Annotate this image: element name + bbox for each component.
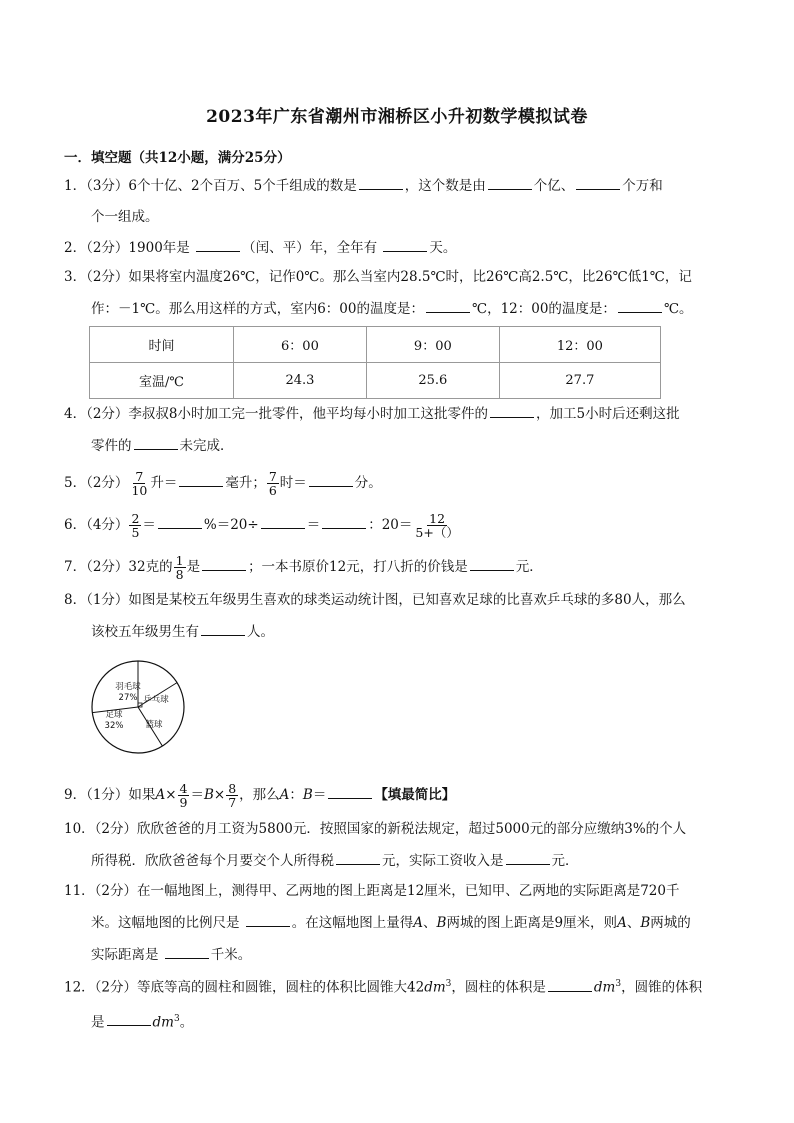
pie-label: 羽毛球 bbox=[115, 682, 141, 692]
answer-blank[interactable] bbox=[309, 473, 353, 487]
temperature-table bbox=[89, 326, 661, 399]
answer-blank[interactable] bbox=[328, 785, 372, 799]
answer-blank[interactable] bbox=[470, 557, 514, 571]
question-6: 6．（4分） $\frac{2}{5}$ ＝ %＝20÷ ＝ ：20＝ $\frac{12}{5+()}$ bbox=[64, 511, 459, 540]
table-row bbox=[90, 363, 661, 399]
fraction: $\frac{7}{6}$ bbox=[268, 469, 277, 498]
fraction: $\frac{12}{5+()}$ bbox=[415, 511, 459, 540]
table-cell: 27.7 bbox=[499, 363, 660, 399]
pie-value-label: 27% bbox=[118, 693, 138, 703]
answer-blank[interactable] bbox=[322, 515, 366, 529]
answer-blank[interactable] bbox=[134, 436, 178, 450]
answer-blank[interactable] bbox=[548, 978, 592, 992]
pie-label: 篮球 bbox=[145, 720, 163, 730]
answer-blank[interactable] bbox=[336, 851, 380, 865]
question-10: 10．（2分）欣欣爸爸的月工资为5800元．按照国家的新税法规定，超过5000元的部分应缴纳3%的个人 所得税．欣欣爸爸每个月要交个人所得税 元，实际工资收入是 元． bbox=[64, 821, 687, 869]
table-cell: 12：00 bbox=[499, 327, 660, 363]
page-title: 2023年广东省潮州市湘桥区小升初数学模拟试卷 bbox=[206, 107, 588, 127]
question-9: 9．（1分）如果A× $\frac{4}{9}$ ＝B× $\frac{8}{7}$ ，那么A：B＝ 【填最简比】 bbox=[64, 781, 456, 810]
answer-blank[interactable] bbox=[490, 404, 534, 418]
answer-blank[interactable] bbox=[383, 238, 427, 252]
table-cell: 9：00 bbox=[366, 327, 499, 363]
question-5: 5．（2分） $\frac{7}{10}$ 升＝ 毫升； $\frac{7}{6}$ 时＝ 分。 bbox=[64, 469, 382, 498]
question-12: 12．（2分）等底等高的圆柱和圆锥，圆柱的体积比圆锥大$42dm^3$，圆柱的体积是 $dm^3$，圆锥的体积 是 $dm^3$。 bbox=[64, 979, 703, 1030]
answer-blank[interactable] bbox=[488, 176, 532, 190]
answer-blank[interactable] bbox=[202, 557, 246, 571]
table-cell: 室温/℃ bbox=[90, 363, 234, 399]
question-11: 11．（2分）在一幅地图上，测得甲、乙两地的图上距离是12厘米，已知甲、乙两地的实际距离是720千 米。这幅地图的比例尺是 。在这幅地图上量得A、B两城的图上距离是9厘米，则A、B两城的 实际距离是 千米。 bbox=[64, 883, 691, 963]
question-1: 1．（3分）6个十亿、2个百万、5个千组成的数是 ，这个数是由 个亿、 个万和 个一组成。 bbox=[64, 178, 663, 225]
answer-blank[interactable] bbox=[359, 176, 403, 190]
answer-blank[interactable] bbox=[261, 515, 305, 529]
question-3: 3．（2分）如果将室内温度26℃，记作0℃。那么当室内28.5℃时，比26℃高2.5℃，比26℃低1℃，记 作：－1℃。那么用这样的方式，室内6：00的温度是： ℃，12：00的温度是： ℃。 bbox=[64, 269, 693, 317]
table-cell: 25.6 bbox=[366, 363, 499, 399]
answer-blank[interactable] bbox=[246, 913, 290, 927]
answer-blank[interactable] bbox=[426, 299, 470, 313]
question-4: 4．（2分）李叔叔8小时加工完一批零件，他平均每小时加工这批零件的 ，加工5小时后还剩这批 零件的 未完成． bbox=[64, 406, 680, 454]
answer-blank[interactable] bbox=[107, 1012, 151, 1026]
answer-blank[interactable] bbox=[576, 176, 620, 190]
question-8: 8．（1分）如图是某校五年级男生喜欢的球类运动统计图，已知喜欢足球的比喜欢乒乓球的多80人，那么 该校五年级男生有 人。 bbox=[64, 592, 686, 640]
table-cell: 时间 bbox=[90, 327, 234, 363]
pie-label: 足球 bbox=[105, 710, 123, 720]
table-row bbox=[90, 327, 661, 363]
fraction: $\frac{7}{10}$ bbox=[131, 469, 148, 498]
answer-blank[interactable] bbox=[196, 238, 240, 252]
pie-chart bbox=[90, 657, 186, 757]
answer-blank[interactable] bbox=[201, 622, 245, 636]
answer-blank[interactable] bbox=[179, 473, 223, 487]
pie-value-label: 32% bbox=[104, 721, 124, 731]
section-heading: 一．填空题（共12小题，满分25分） bbox=[64, 150, 291, 166]
answer-blank[interactable] bbox=[158, 515, 202, 529]
table-cell: 24.3 bbox=[234, 363, 367, 399]
answer-blank[interactable] bbox=[506, 851, 550, 865]
fraction: $\frac{1}{8}$ bbox=[175, 553, 184, 582]
question-2: 2．（2分）1900年是 （闰、平）年，全年有 天。 bbox=[64, 240, 457, 256]
question-7: 7．（2分）32克的 $\frac{1}{8}$ 是 ；一本书原价12元，打八折的价钱是 元． bbox=[64, 553, 543, 582]
fraction: $\frac{4}{9}$ bbox=[179, 781, 188, 810]
fraction: $\frac{8}{7}$ bbox=[228, 781, 237, 810]
table-cell: 6：00 bbox=[234, 327, 367, 363]
fraction: $\frac{2}{5}$ bbox=[131, 511, 140, 540]
answer-blank[interactable] bbox=[165, 945, 209, 959]
answer-blank[interactable] bbox=[618, 299, 662, 313]
pie-label: 乒乓球 bbox=[143, 695, 169, 705]
